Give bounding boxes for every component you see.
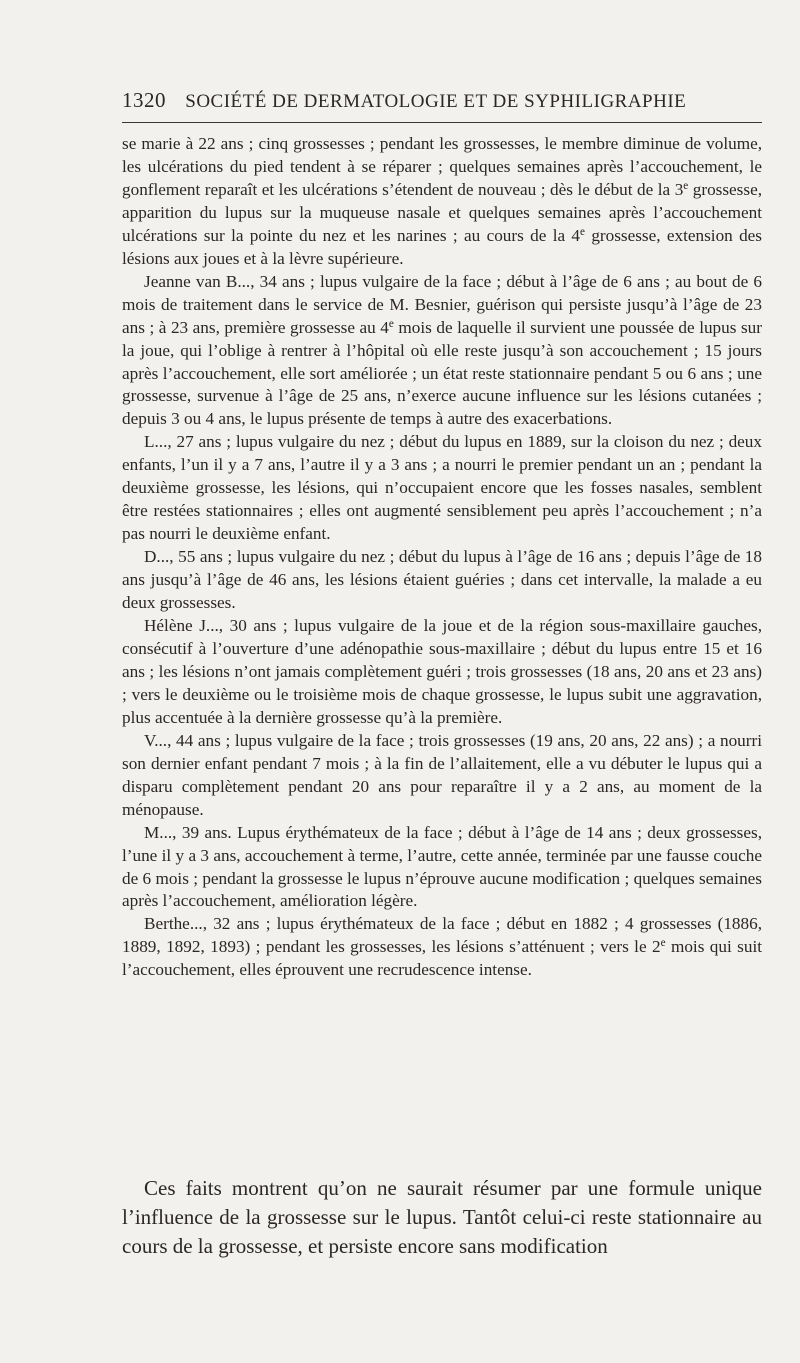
paragraph-text: Berthe..., 32 ans ; lupus érythémateux de la face ; début en 1882 ; 4 grossesses (1886, 1889, 1892, 1893) ; pendant les grossesses, les lésions s’atténuent ; vers le 2 [122, 914, 762, 957]
running-header [122, 88, 762, 113]
case-paragraph [122, 271, 762, 432]
case-paragraph [122, 822, 762, 914]
paragraph-text: Jeanne van B..., 34 ans ; lupus vulgaire de la face ; début à l’âge de 6 ans ; au bout de 6 mois de traitement dans le service de M. Besnier, guérison qui persiste jusqu’à l’âge de 23 ans ; à 23 ans, première grossesse au 4 [122, 271, 762, 337]
case-reports [122, 133, 762, 982]
ordinal-superscript: e [580, 225, 585, 238]
case-paragraph [122, 615, 762, 730]
case-paragraph [122, 133, 762, 271]
paragraph-text: grossesse, extension des lésions aux joues et à la lèvre supérieure. [122, 225, 762, 268]
conclusion-section [122, 1174, 762, 1261]
case-paragraph [122, 730, 762, 822]
page-number: 1320 [122, 88, 166, 112]
paragraph-text: se marie à 22 ans ; cinq grossesses ; pendant les grossesses, le membre diminue de volume, les ulcérations du pied tendent à se réparer ; quelques semaines après l’accouchement, le gonflement reparaît et les ulcérations s’étendent de nouveau ; dès le début de la 3 [122, 134, 762, 199]
case-paragraph [122, 913, 762, 982]
paragraph-text: grossesse, apparition du lupus sur la muqueuse nasale et quelques semaines après l’accouchement ulcérations sur la pointe du nez et les narines ; au cours de la 4 [122, 179, 762, 245]
running-title: SOCIÉTÉ DE DERMATOLOGIE ET DE SYPHILIGRAPHIE [185, 91, 687, 112]
paragraph-text: D..., 55 ans ; lupus vulgaire du nez ; début du lupus à l’âge de 16 ans ; depuis l’âge de 18 ans jusqu’à l’âge de 46 ans, les lésions étaient guéries ; dans cet intervalle, la malade a eu deux grossesses. [122, 547, 762, 613]
conclusion-paragraph: Ces faits montrent qu’on ne saurait résumer par une formule unique l’influence de la grossesse sur le lupus. Tantôt celui-ci reste stationnaire au cours de la grossesse, et persiste encore sans modification [122, 1176, 762, 1258]
ordinal-superscript: e [683, 179, 689, 192]
paragraph-text: mois de laquelle il survient une poussée de lupus sur la joue, qui l’oblige à rentrer à l’hôpital où elle reste jusqu’à son accouchement ; 15 jours après l’accouchement, elle sort améliorée ; un état reste stationnaire pendant 5 ou 6 ans ; une grossesse, survenue à l’âge de 25 ans, n’exerce aucune influence sur les lésions cutanées ; depuis 3 ou 4 ans, le lupus présente de temps à autre des exacerbations. [122, 317, 762, 429]
paragraph-text: V..., 44 ans ; lupus vulgaire de la face ; trois grossesses (19 ans, 20 ans, 22 ans) ; a nourri son dernier enfant pendant 7 mois ; à la fin de l’allaitement, elle a vu débuter le lupus qui a disparu complètement pendant 20 ans pour reparaître il y a 2 ans, au moment de la ménopause. [122, 730, 762, 819]
paragraph-text: M..., 39 ans. Lupus érythémateux de la face ; début à l’âge de 14 ans ; deux grossesses, l’une il y a 3 ans, accouchement à terme, l’autre, cette année, terminée par une fausse couche de 6 mois ; pendant la grossesse le lupus n’éprouve aucune modification ; quelques semaines après l’accouchement, amélioration légère. [122, 822, 762, 911]
case-paragraph [122, 431, 762, 546]
case-paragraph [122, 546, 762, 615]
header-rule [122, 122, 762, 123]
paragraph-text: mois qui suit l’accouchement, elles éprouvent une recrudescence intense. [122, 937, 762, 980]
ordinal-superscript: e [388, 317, 394, 330]
paragraph-text: L..., 27 ans ; lupus vulgaire du nez ; début du lupus en 1889, sur la cloison du nez ; deux enfants, l’un il y a 7 ans, l’autre il y a 3 ans ; a nourri le premier pendant un an ; pendant la deuxième grossesse, les lésions, qui n’occupaient encore que les fosses nasales, semblent être restées stationnaires ; elles ont augmenté sensiblement peu après l’accouchement ; n’a pas nourri le deuxième enfant. [122, 432, 762, 544]
paragraph-text: Hélène J..., 30 ans ; lupus vulgaire de la joue et de la région sous-maxillaire gauches, consécutif à l’ouverture d’une adénopathie sous-maxillaire ; début du lupus entre 15 et 16 ans ; les lésions n’ont jamais complètement guéri ; trois grossesses (18 ans, 20 ans et 23 ans) ; vers le deuxième ou le troisième mois de chaque grossesse, le lupus subit une aggravation, plus accentuée à la dernière grossesse qu’à la première. [122, 616, 762, 727]
ordinal-superscript: e [660, 937, 666, 950]
